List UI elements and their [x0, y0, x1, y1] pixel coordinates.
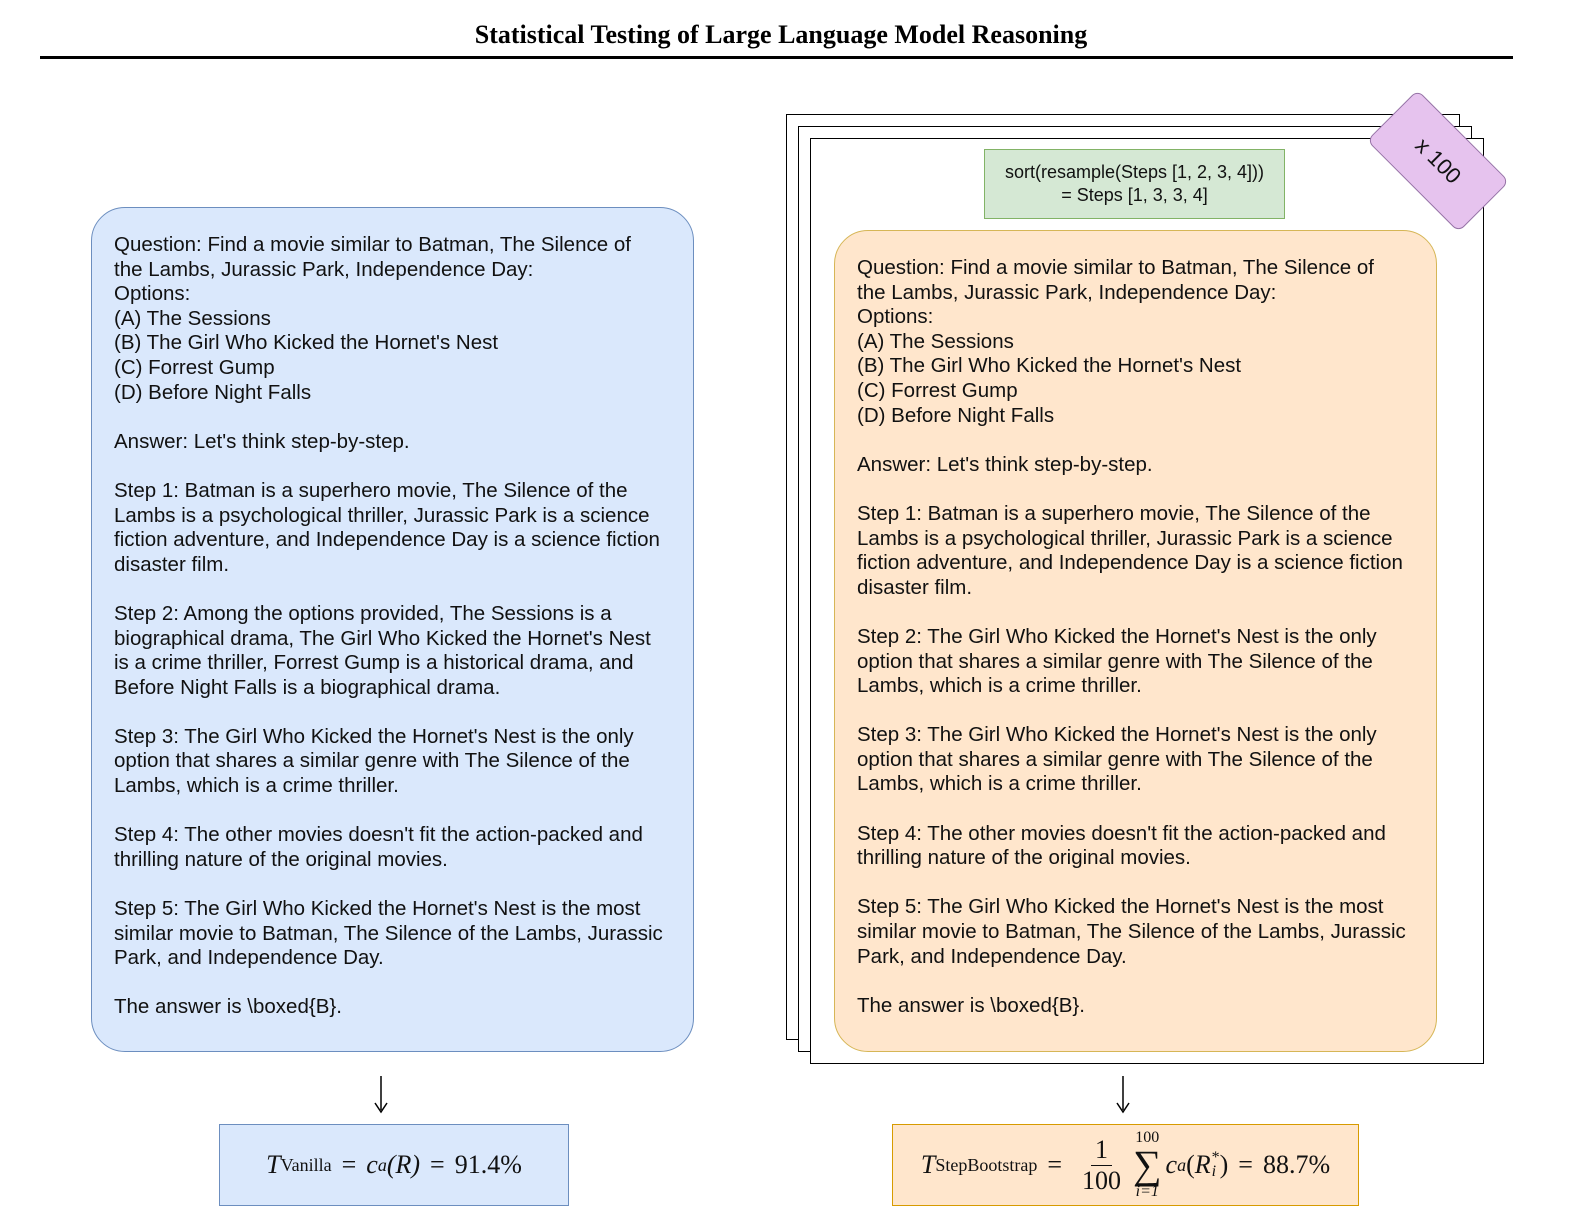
title-rule	[40, 56, 1513, 59]
formula-arg: (R)	[386, 1150, 421, 1179]
step-5: Step 5: The Girl Who Kicked the Hornet's Nest is the most similar movie to Batman, The Silence of the Lambs, Jurassic Park, and Independence Day.	[114, 897, 663, 970]
answer-intro: Answer: Let's think step-by-step.	[114, 429, 410, 453]
fraction	[1078, 1135, 1125, 1196]
equals-sign: =	[1238, 1150, 1253, 1179]
bootstrap-formula	[892, 1124, 1359, 1206]
sigma-sign: ∑	[1133, 1142, 1162, 1187]
step-1: Step 1: Batman is a superhero movie, The Silence of the Lambs is a psychological thriller, Jurassic Park is a science fiction adventure, and Independence Day is a science fiction disaster film.	[857, 501, 1403, 599]
vanilla-reasoning-panel	[91, 207, 694, 1052]
formula-symbol: T	[920, 1150, 936, 1179]
formula-func: c	[366, 1150, 378, 1179]
arg-scripts	[1212, 1151, 1220, 1179]
step-4: Step 4: The other movies doesn't fit the action-packed and thrilling nature of the original movies.	[857, 821, 1386, 870]
vanilla-formula	[219, 1124, 569, 1206]
resample-line-2: = Steps [1, 3, 3, 4]	[1061, 185, 1208, 205]
final-answer: The answer is \boxed{B}.	[114, 995, 342, 1019]
step-1: Step 1: Batman is a superhero movie, The Silence of the Lambs is a psychological thriller, Jurassic Park is a science fiction adventure, and Independence Day is a science fiction disaster film.	[114, 478, 660, 576]
question-text: Question: Find a movie similar to Batman, The Silence of the Lambs, Jurassic Park, Independence Day: Options: (A) The Sessions (B) The Girl Who Kicked the Hornet's Nest (C) Forrest Gump (D) Before Night Falls	[857, 256, 1374, 427]
formula-subscript: StepBootstrap	[935, 1154, 1038, 1175]
down-arrow-icon	[1115, 1076, 1131, 1114]
equals-sign: =	[1047, 1150, 1062, 1179]
arg-variable: R	[1194, 1150, 1211, 1179]
resample-box	[984, 149, 1285, 219]
formula-func-subscript: a	[377, 1154, 387, 1175]
sum-upper-limit: 100	[1135, 1129, 1160, 1146]
arg-superscript: *	[1211, 1149, 1220, 1166]
formula-symbol: T	[266, 1150, 281, 1179]
repeat-count: x 100	[1410, 132, 1467, 189]
bootstrap-reasoning-panel	[834, 230, 1437, 1052]
formula-subscript: Vanilla	[280, 1154, 332, 1175]
bootstrap-score: 88.7%	[1262, 1150, 1331, 1179]
formula-func-subscript: a	[1177, 1154, 1187, 1175]
fraction-numerator: 1	[1091, 1135, 1112, 1166]
step-3: Step 3: The Girl Who Kicked the Hornet's Nest is the only option that shares a similar genre with The Silence of the Lambs, which is a crime thriller.	[857, 723, 1377, 796]
sum-lower-limit: i=1	[1135, 1183, 1159, 1200]
question-text: Question: Find a movie similar to Batman, The Silence of the Lambs, Jurassic Park, Independence Day: Options: (A) The Sessions (B) The Girl Who Kicked the Hornet's Nest (C) Forrest Gump (D) Before Night Falls	[114, 233, 631, 404]
step-2: Step 2: The Girl Who Kicked the Hornet's Nest is the only option that shares a similar genre with The Silence of the Lambs, which is a crime thriller.	[857, 624, 1377, 698]
arg-subscript: i	[1211, 1163, 1217, 1180]
down-arrow-icon	[373, 1076, 389, 1114]
final-answer: The answer is \boxed{B}.	[857, 993, 1085, 1017]
resample-line-1: sort(resample(Steps [1, 2, 3, 4]))	[1004, 162, 1265, 182]
arg-open-paren: (	[1186, 1150, 1195, 1179]
arg-close-paren: )	[1219, 1150, 1229, 1179]
fraction-denominator: 100	[1082, 1165, 1121, 1195]
answer-intro: Answer: Let's think step-by-step.	[857, 452, 1153, 476]
equals-sign: =	[341, 1150, 357, 1179]
step-2: Step 2: Among the options provided, The Sessions is a biographical drama, The Girl Who Kicked the Hornet's Nest is a crime thriller, Forrest Gump is a historical drama, and Before Night Falls is a biographical drama.	[114, 601, 651, 699]
step-5: Step 5: The Girl Who Kicked the Hornet's Nest is the most similar movie to Batman, The Silence of the Lambs, Jurassic Park, and Independence Day.	[857, 895, 1406, 968]
summation	[1133, 1130, 1162, 1200]
vanilla-score: 91.4%	[454, 1150, 522, 1179]
step-4: Step 4: The other movies doesn't fit the action-packed and thrilling nature of the original movies.	[114, 823, 643, 871]
formula-func: c	[1165, 1150, 1178, 1179]
step-3: Step 3: The Girl Who Kicked the Hornet's Nest is the only option that shares a similar genre with The Silence of the Lambs, which is a crime thriller.	[114, 724, 634, 798]
equals-sign: =	[430, 1150, 445, 1179]
diagram-title: Statistical Testing of Large Language Model Reasoning	[474, 20, 1088, 49]
